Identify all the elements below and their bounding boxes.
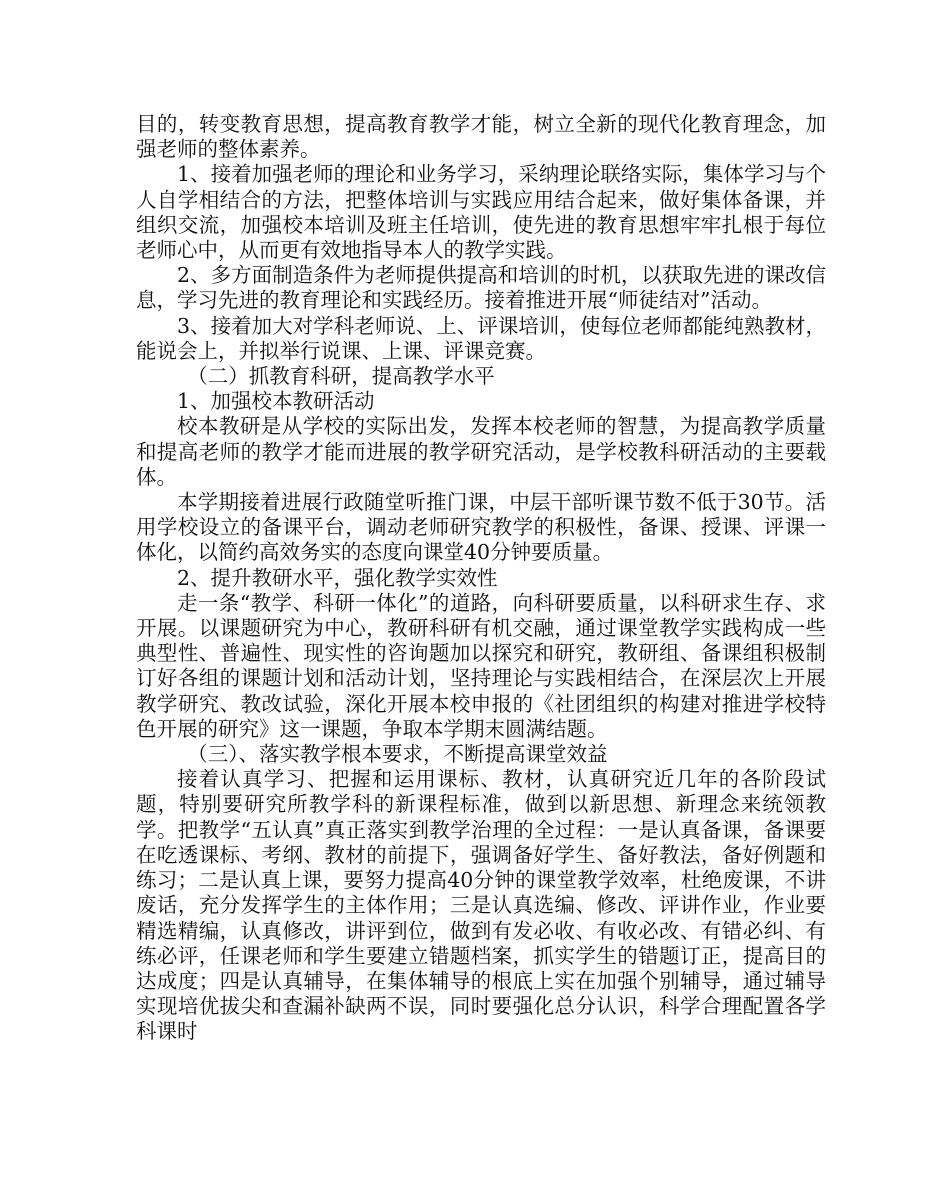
paragraph-five-earnest: 接着认真学习、把握和运用课标、教材，认真研究近几年的各阶段试题，特别要研究所教学科的新课程标准，做到以新思想、新理念来统领教学。把教学“五认真”真正落实到教学治理的全过程：一是认真备课，备课要在吃透课标、考纲、教材的前提下，强调备好学生、备好教法，备好例题和练习；二是认真上课，要努力提高40分钟的课堂教学效率，杜绝废课，不讲废话，充分发挥学生的主体作用；三是认真选编、修改、评讲作业，作业要精选精编，认真修改，讲评到位，做到有发必收、有收必改、有错必纠、有练必评，任课老师和学生要建立错题档案，抓实学生的错题订正，提高目的达成度；四是认真辅导，在集体辅导的根底上实在加强个别辅导，通过辅导实现培优拔尖和查漏补缺两不误，同时要强化总分认识，科学合理配置各学科课时 (136, 767, 826, 1044)
paragraph-school-research: 校本教研是从学校的实际出发，发挥本校老师的智慧，为提高教学质量和提高老师的教学才能而进展的教学研究活动，是学校教科研活动的主要载体。 (136, 414, 826, 489)
section-heading-2: （二）抓教育科研，提高教学水平 (187, 364, 495, 389)
paragraph-intro: 目的，转变教育思想，提高教育教学才能，树立全新的现代化教育理念，加强老师的整体素养。 (136, 112, 826, 162)
document-body (136, 112, 826, 1045)
section-heading-3: （三）、落实教学根本要求，不断提高课堂效益 (187, 742, 608, 767)
paragraph-item-3: 3、接着加大对学科老师说、上、评课培训，使每位老师都能纯熟教材，能说会上，并拟举行说课、上课、评课竞赛。 (136, 313, 826, 363)
paragraph-item-2: 2、多方面制造条件为老师提供提高和培训的时机，以获取先进的课改信息，学习先进的教育理论和实践经历。接着推进开展“师徒结对”活动。 (136, 263, 826, 313)
subheading-research-level: 2、提升教研水平，强化教学实效性 (177, 565, 498, 590)
subheading-school-research: 1、加强校本教研活动 (177, 389, 375, 414)
paragraph-research-integration: 走一条“教学、科研一体化”的道路，向科研要质量，以科研求生存、求开展。以课题研究为中心，教研科研有机交融，通过课堂教学实践构成一些典型性、普遍性、现实性的咨询题加以探究和研究，教研组、备课组积极制订好各组的课题计划和活动计划，坚持理论与实践相结合，在深层次上开展教学研究、教改试验，深化开展本校申报的《社团组织的构建对推进学校特色开展的研究》这一课题，争取本学期末圆满结题。 (136, 590, 826, 741)
paragraph-lesson-observation: 本学期接着进展行政随堂听推门课，中层干部听课节数不低于30节。活用学校设立的备课平台，调动老师研究教学的积极性，备课、授课、评课一体化，以简约高效务实的态度向课堂40分钟要质量。 (136, 490, 826, 565)
paragraph-item-1: 1、接着加强老师的理论和业务学习，采纳理论联络实际，集体学习与个人自学相结合的方法，把整体培训与实践应用结合起来，做好集体备课，并组织交流，加强校本培训及班主任培训，使先进的教育思想牢牢扎根于每位老师心中，从而更有效地指导本人的教学实践。 (136, 162, 826, 263)
